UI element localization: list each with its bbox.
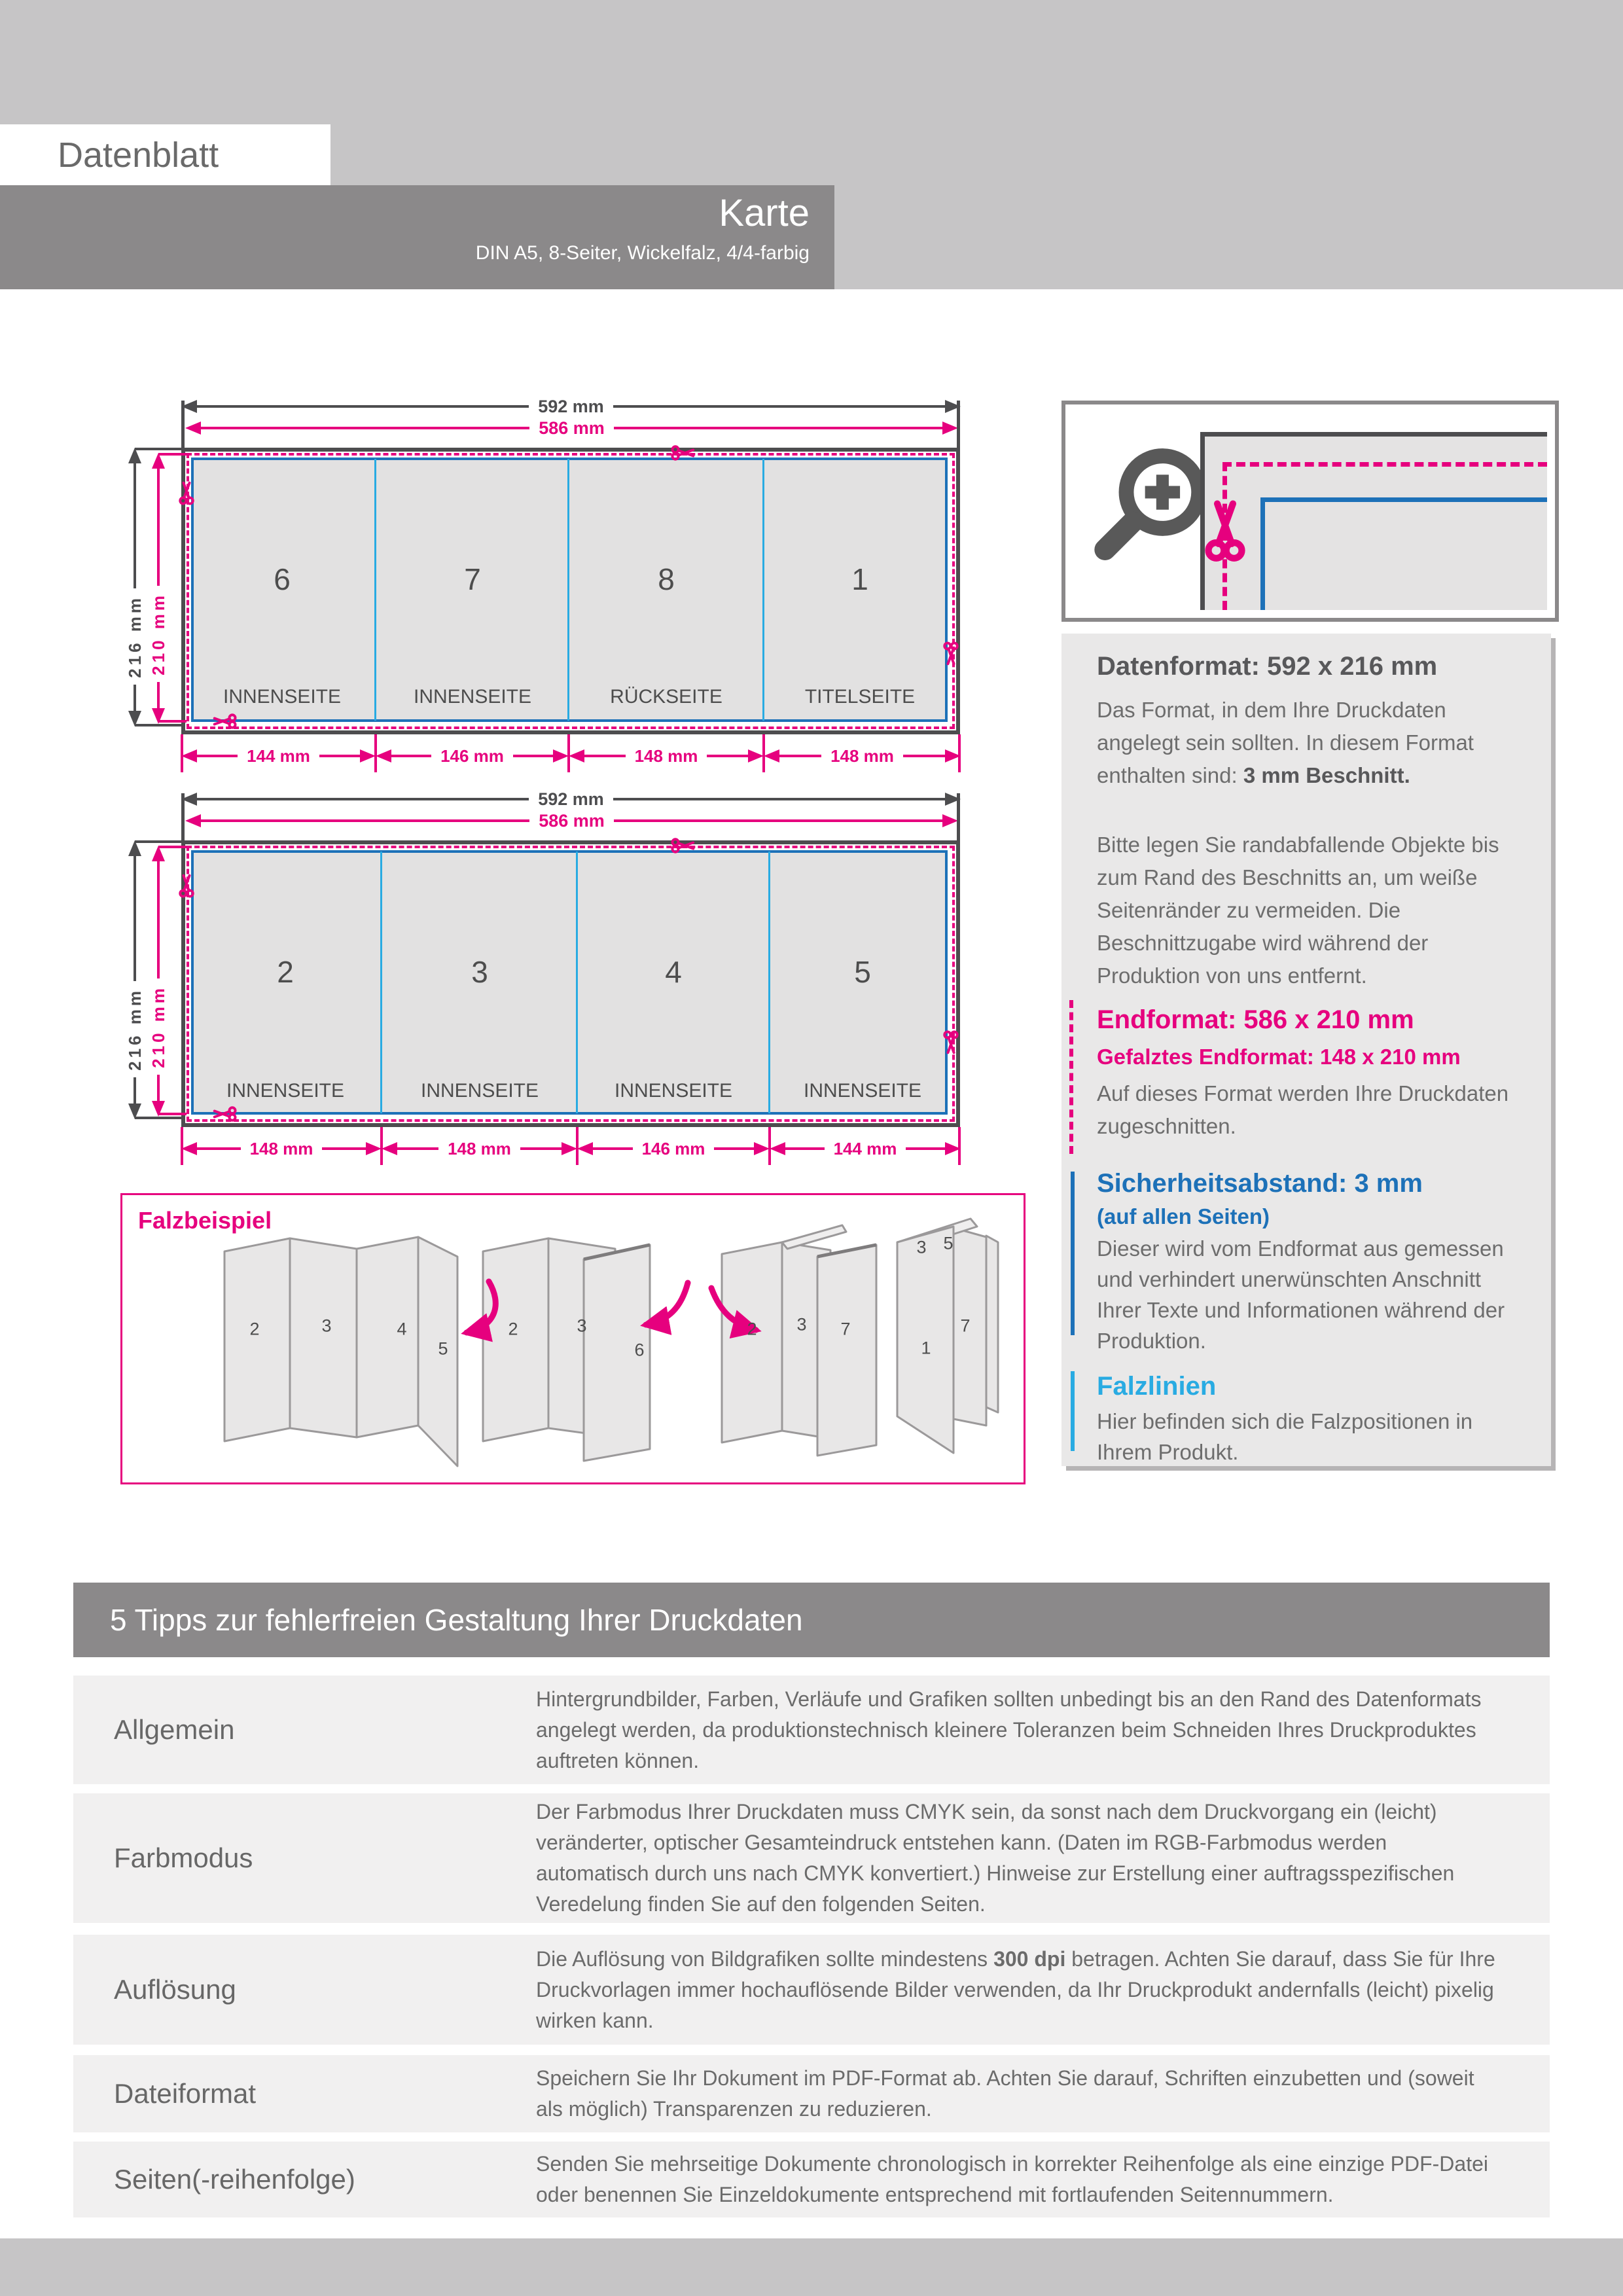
panel-label: INNENSEITE [226, 1080, 345, 1102]
fold-panel-number: 4 [397, 1319, 407, 1339]
dim-total-width-1 [181, 397, 961, 416]
dim-segment [770, 1139, 961, 1158]
stub [158, 1113, 187, 1115]
endformat-subheading: Gefalztes Endformat: 148 x 210 mm [1097, 1045, 1461, 1069]
tip-label: Auflösung [114, 1974, 236, 2005]
tip-row-aufloesung [73, 1935, 1550, 2045]
fold-panel-number: 5 [943, 1233, 954, 1253]
dim-label: 144 mm [247, 745, 310, 766]
dim-label: 148 mm [249, 1138, 313, 1158]
stub [135, 840, 181, 843]
scissors-icon [1203, 495, 1247, 562]
dim-label: 586 mm [539, 418, 605, 438]
dim-total-height-2 [123, 840, 147, 1119]
fold-panel-number: 2 [508, 1319, 518, 1339]
doc-type-label: Datenblatt [58, 135, 219, 175]
foldline-heading: Falzlinien [1097, 1372, 1217, 1401]
tip-row-seitenreihenfolge [73, 2142, 1550, 2217]
panel-label: INNENSEITE [803, 1080, 922, 1102]
tip-text: Speichern Sie Ihr Dokument im PDF-Format ab. Achten Sie darauf, Schriften einzubetten und (soweit als möglich) Transparenzen zu reduzieren. [536, 2066, 1474, 2121]
tip-row-dateiformat [73, 2055, 1550, 2132]
panel-label: INNENSEITE [223, 686, 342, 708]
cut-mark-icon [211, 1105, 237, 1122]
fold-line [380, 852, 382, 1113]
dim-segment [181, 746, 376, 766]
footer-band [0, 2238, 1623, 2296]
dim-label: 144 mm [833, 1138, 897, 1158]
tip-label: Farbmodus [114, 1842, 253, 1873]
safety-subheading: (auf allen Seiten) [1097, 1204, 1270, 1229]
dim-total-width-2 [181, 789, 961, 809]
tip-label: Dateiformat [114, 2078, 257, 2109]
panel-label: INNENSEITE [614, 1080, 733, 1102]
tip-row-allgemein [73, 1676, 1550, 1784]
fold-line [374, 459, 376, 721]
cut-mark-icon [178, 872, 195, 898]
tip-text: Der Farbmodus Ihrer Druckdaten muss CMYK sein, da sonst nach dem Druckvorgang ein (leicht) veränderter, optischer Gesamteindruck entstehen kann. (Daten im RGB-Farbmodus werden automatisch durch uns nach CMYK konvertiert.) Hinweise zur Erstellung einer auftragsspezifischen Veredelung finden Sie auf den folgenden Seiten. [536, 1800, 1455, 1916]
cut-mark-icon [671, 444, 697, 461]
dim-label: 148 mm [448, 1138, 511, 1158]
tips-header-bar [73, 1583, 1550, 1657]
dim-label: 210 mm [148, 985, 168, 1068]
datenformat-body-1 [1097, 694, 1525, 792]
dim-label: 216 mm [124, 595, 145, 678]
panel-number: 8 [658, 562, 675, 596]
dim-label: 148 mm [634, 745, 698, 766]
safety-rect-2 [191, 850, 948, 1115]
fold-panel-number: 3 [321, 1316, 332, 1336]
dim-trim-width-2 [185, 811, 958, 831]
dim-label: 146 mm [440, 745, 504, 766]
cut-mark-icon [671, 837, 697, 854]
title-bar [0, 185, 834, 289]
cut-mark-icon [178, 479, 195, 505]
extension-line [957, 401, 960, 449]
stub [158, 720, 187, 723]
extension-line [181, 401, 185, 449]
fold-panel-number: 6 [634, 1340, 645, 1360]
corner-safety-line-v [1260, 497, 1265, 610]
fold-panel-number: 3 [796, 1314, 807, 1335]
tip-text [536, 1944, 1537, 2036]
stub [135, 448, 181, 450]
safety-rect-1 [191, 457, 948, 722]
safety-body: Dieser wird vom Endformat aus gemessen und verhindert unerwünschten Anschnitt Ihrer Texte und Informationen während der Produktion. [1097, 1236, 1505, 1353]
fold-panel-number: 7 [840, 1319, 851, 1339]
endformat-marker-line [1069, 1000, 1073, 1154]
panel-number: 3 [471, 955, 488, 989]
dim-trim-height-1 [147, 453, 170, 724]
fold-example-title: Falzbeispiel [138, 1207, 272, 1234]
stub [135, 724, 181, 726]
fold-line [567, 459, 569, 721]
dim-segment [569, 746, 764, 766]
dim-label: 210 mm [148, 592, 168, 675]
fold-line [762, 459, 764, 721]
cut-mark-icon [211, 713, 237, 730]
panel-number: 1 [851, 562, 868, 596]
panel-label: TITELSEITE [804, 686, 916, 708]
panel-label: INNENSEITE [420, 1080, 539, 1102]
dim-trim-height-2 [147, 846, 170, 1117]
tips-heading: 5 Tipps zur fehlerfreien Gestaltung Ihrer Druckdaten [110, 1603, 803, 1637]
panel-label: INNENSEITE [413, 686, 532, 708]
fold-line [768, 852, 770, 1113]
dim-segment [577, 1139, 770, 1158]
page-subtitle: DIN A5, 8-Seiter, Wickelfalz, 4/4-farbig [475, 242, 810, 264]
dim-trim-width-1 [185, 418, 958, 438]
text: betragen. Achten Sie darauf, dass Sie für Ihre Druckvorlagen immer hochauflösende Bilder verwenden, da Ihr Druckprodukt andernfalls (leicht) pixelig wirken kann. [536, 1946, 1495, 2032]
corner-safety-line-h [1260, 497, 1547, 502]
cut-mark-icon [942, 641, 959, 668]
fold-panel-number: 3 [577, 1316, 587, 1336]
page-title: Karte [719, 192, 810, 234]
doc-type-box [0, 124, 330, 187]
dim-label: 148 mm [830, 745, 894, 766]
panel-label: RÜCKSEITE [610, 686, 722, 708]
endformat-heading: Endformat: 586 x 210 mm [1097, 1005, 1414, 1034]
panel-number: 4 [665, 955, 682, 989]
dim-segment [181, 1139, 382, 1158]
panel-number: 7 [464, 562, 481, 596]
zoom-illustration-box [1061, 401, 1559, 622]
stub [158, 453, 187, 456]
foldline-marker-line [1071, 1371, 1075, 1451]
fold-line [576, 852, 578, 1113]
dim-label: 586 mm [539, 810, 605, 831]
panel-number: 6 [274, 562, 291, 596]
dim-segment [376, 746, 569, 766]
safety-marker-line [1071, 1172, 1075, 1335]
dim-segment [382, 1139, 577, 1158]
tip-text: Hintergrundbilder, Farben, Verläufe und Grafiken sollten unbedingt bis an den Rand des Datenformats angelegt werden, da produktionstechnisch kleinere Toleranzen beim Schneiden Ihres Druckproduktes auftreten können. [536, 1687, 1482, 1772]
cut-mark-icon [942, 1030, 959, 1056]
text-bold: 300 dpi [993, 1946, 1066, 1971]
dim-segment [764, 746, 961, 766]
foldline-body: Hier befinden sich die Falzpositionen in Ihrem Produkt. [1097, 1409, 1473, 1464]
fold-panel-number: 7 [960, 1316, 971, 1336]
corner-bleed-edge-h [1200, 432, 1547, 437]
corner-trim-line-h [1222, 462, 1547, 467]
tip-row-farbmodus [73, 1793, 1550, 1923]
datenformat-heading: Datenformat: 592 x 216 mm [1097, 652, 1438, 681]
text-bold: 3 mm Beschnitt. [1243, 763, 1410, 787]
fold-panel-number: 1 [921, 1338, 931, 1358]
stub [158, 846, 187, 848]
panel-number: 2 [277, 955, 294, 989]
safety-heading: Sicherheitsabstand: 3 mm [1097, 1169, 1423, 1198]
dim-label: 592 mm [538, 396, 604, 416]
tip-label: Allgemein [114, 1714, 235, 1745]
text: Die Auflösung von Bildgrafiken sollte mindestens [536, 1946, 994, 1971]
legend-panel [1061, 634, 1551, 1466]
stub [135, 1117, 181, 1119]
fold-panel-number: 2 [747, 1319, 757, 1339]
fold-panel-number: 5 [438, 1338, 448, 1359]
dim-label: 592 mm [538, 789, 604, 809]
datenformat-body-2: Bitte legen Sie randabfallende Objekte bis zum Rand des Beschnitts an, um weiße Seitenränder zu vermeiden. Die Beschnittzugabe wird während der Produktion von uns entfernt. [1097, 833, 1499, 988]
text: Das Format, in dem Ihre Druckdaten angelegt sein sollten. In diesem Format enthalten sind: [1097, 698, 1474, 787]
extension-line [181, 793, 185, 842]
fold-example-box [120, 1193, 1026, 1484]
dim-label: 216 mm [124, 988, 145, 1071]
panel-number: 5 [854, 955, 871, 989]
dim-total-height-1 [123, 448, 147, 726]
fold-panel-number: 3 [916, 1237, 927, 1257]
dim-label: 146 mm [641, 1138, 705, 1158]
fold-panel-number: 2 [249, 1319, 260, 1339]
extension-line [957, 793, 960, 842]
tip-text: Senden Sie mehrseitige Dokumente chronologisch in korrekter Reihenfolge als eine einzige PDF-Datei oder benennen Sie Einzeldokumente entsprechend mit fortlaufenden Seitennummern. [536, 2152, 1488, 2206]
endformat-body: Auf dieses Format werden Ihre Druckdaten zugeschnitten. [1097, 1081, 1509, 1138]
tip-label: Seiten(-reihenfolge) [114, 2164, 355, 2195]
